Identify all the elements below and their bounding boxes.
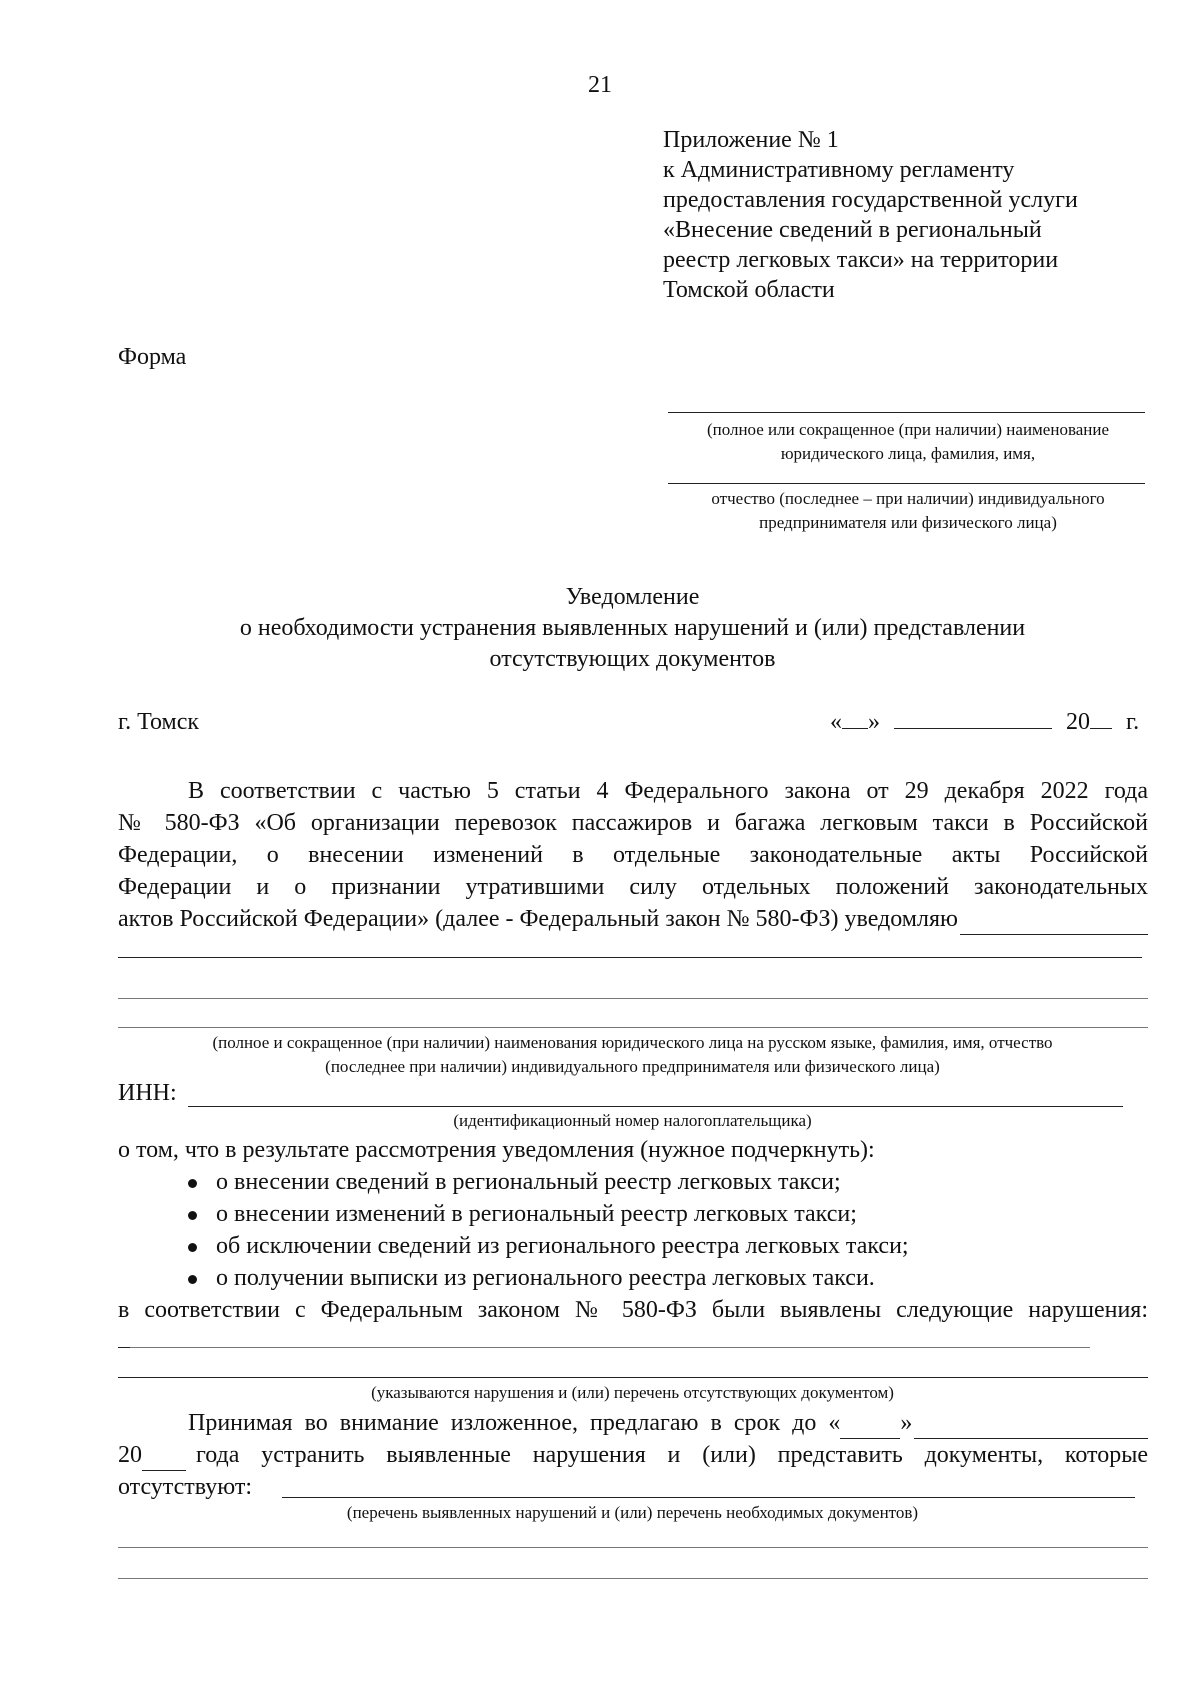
recipient-name-line-2[interactable] [668,483,1145,484]
page-number: 21 [588,72,612,98]
paragraph-line: Федерации, о внесении изменений в отдельные законодательные акты Российской [118,842,1148,868]
appendix-line: реестр легковых такси» на территории [663,247,1059,273]
form-label: Форма [118,344,187,370]
option-item[interactable]: о внесении изменений в региональный реестр легковых такси; [216,1201,857,1227]
date-fields: « » 20 г. [830,709,1140,735]
recipient-caption-2: отчество (последнее – при наличии) индивидуального предпринимателя или физического лица) [711,489,1105,532]
bullet-icon [188,1179,197,1188]
inn-caption: (идентификационный номер налогоплательщика) [453,1111,812,1130]
date-day-field[interactable] [842,708,868,729]
recipient-name-line[interactable] [668,412,1145,413]
recipient-caption-1: (полное или сокращенное (при наличии) наименование юридического лица, фамилия, имя, [706,420,1110,463]
proposal-line-1: Принимая во внимание изложенное, предлагаю в срок до « » [188,1408,1148,1439]
date-month-field[interactable] [894,708,1052,729]
appendix-line: предоставления государственной услуги [663,187,1078,213]
violations-fill-line[interactable] [130,1347,1090,1348]
date-year-field[interactable] [1090,708,1112,729]
violations-line-start [118,1347,130,1348]
paragraph-line: Федерации и о признании утратившими силу отдельных положений законодательных [118,874,1148,900]
violations-fill-line-2[interactable] [118,1377,1148,1378]
documents-fill-line-2[interactable] [118,1578,1148,1579]
paragraph-last-line: актов Российской Федерации» (далее - Федеральный закон № 580-ФЗ) уведомляю [118,904,1148,935]
proposal-line-2: 20 года устранить выявленные нарушения и (или) представить документы, которые [118,1440,1148,1471]
documents-fill-line[interactable] [118,1547,1148,1548]
name-fill-line-3[interactable] [118,1027,1148,1028]
name-fill-line-2[interactable] [118,998,1148,999]
deadline-month-field[interactable] [914,1416,1148,1439]
paragraph-line: В соответствии с частью 5 статьи 4 Федерального закона от 29 декабря 2022 года [188,778,1148,804]
title-line: Уведомление [565,584,700,610]
bullet-icon [188,1243,197,1252]
option-item[interactable]: об исключении сведений из регионального реестра легковых такси; [216,1233,909,1259]
inn-label: ИНН: [118,1080,177,1106]
appendix-line: Приложение № 1 [663,127,839,153]
option-item[interactable]: о получении выписки из регионального реестра легковых такси. [216,1265,875,1291]
violations-caption: (указываются нарушения и (или) перечень отсутствующих документом) [371,1383,894,1402]
document-title [0,582,1200,675]
appendix-block [663,125,1078,305]
appendix-line: «Внесение сведений в региональный [663,217,1042,243]
proposal-missing-label: отсутствуют: [118,1474,253,1500]
bullet-icon [188,1211,197,1220]
missing-documents-field[interactable] [282,1497,1135,1498]
proposal-caption: (перечень выявленных нарушений и (или) перечень необходимых документов) [346,1503,919,1522]
bullet-icon [188,1275,197,1284]
name-caption: (полное и сокращенное (при наличии) наименования юридического лица на русском языке, фамилия, имя, отчество (последнее при наличии) индивидуального предпринимателя или физического лица) [212,1033,1053,1076]
option-item[interactable]: о внесении сведений в региональный реестр легковых такси; [216,1169,841,1195]
violations-intro: в соответствии с Федеральным законом № 580-ФЗ были выявлены следующие нарушения: [118,1297,1148,1323]
name-fill-line[interactable] [118,957,1142,958]
appendix-line: к Административному регламенту [663,157,1015,183]
result-intro: о том, что в результате рассмотрения уведомления (нужное подчеркнуть): [118,1137,875,1163]
paragraph-line: № 580-ФЗ «Об организации перевозок пассажиров и багажа легковым такси в Российской [118,810,1148,836]
city-label: г. Томск [118,709,200,735]
title-line: о необходимости устранения выявленных нарушений и (или) представлении [239,615,1026,641]
inn-field[interactable] [188,1106,1123,1107]
notify-recipient-field[interactable] [960,912,1148,935]
deadline-day-field[interactable] [840,1418,900,1439]
title-line: отсутствующих документов [489,646,776,672]
appendix-line: Томской области [663,277,835,303]
deadline-year-field[interactable] [142,1450,186,1471]
